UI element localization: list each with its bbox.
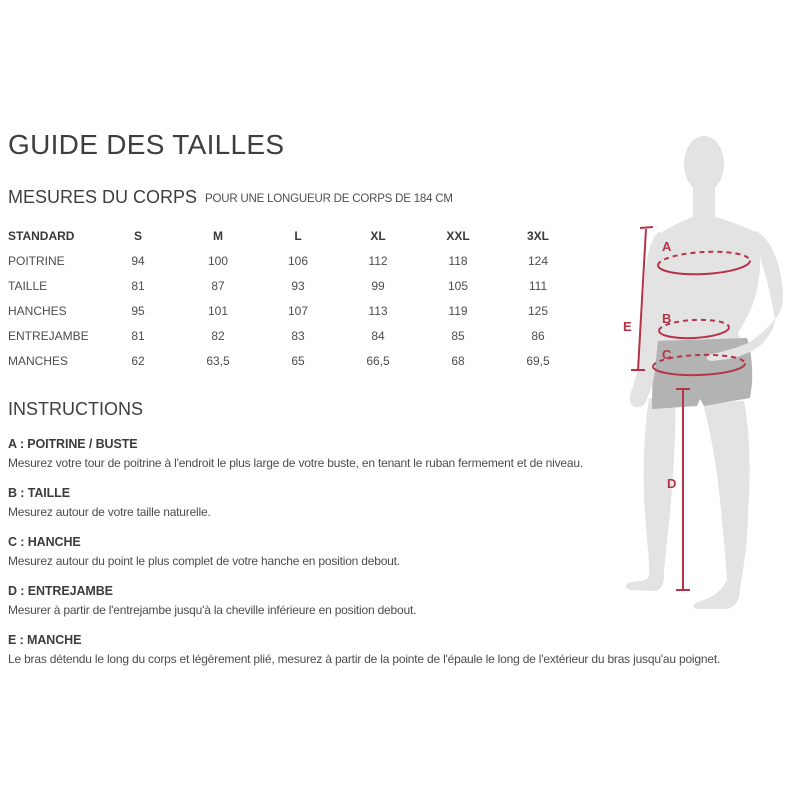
instruction-title: A : POITRINE / BUSTE <box>8 437 138 451</box>
label-a: A <box>662 239 672 254</box>
cell-value: 118 <box>448 253 468 268</box>
cell-value: 95 <box>131 303 145 318</box>
label-e: E <box>623 319 632 334</box>
instruction-text: Mesurer à partir de l'entrejambe jusqu'à la cheville inférieure en position debout. <box>8 603 417 617</box>
cell-value: 63,5 <box>206 353 230 368</box>
size-table-header <box>8 223 578 248</box>
cell-value: 111 <box>528 278 548 293</box>
cell-value: 82 <box>211 328 225 343</box>
row-label: MANCHES <box>8 353 69 368</box>
cell-value: 119 <box>448 303 468 318</box>
cell-value: 93 <box>291 278 305 293</box>
table-header-row <box>8 223 578 248</box>
cell-value: 66,5 <box>366 353 390 368</box>
instruction-text: Mesurez votre tour de poitrine à l'endroit le plus large de votre buste, en tenant le ruban fermement et de niveau. <box>8 456 583 470</box>
cell-value: 113 <box>368 303 388 318</box>
cell-value: 83 <box>291 328 305 343</box>
header-s: S <box>133 228 142 243</box>
size-table-body <box>8 248 578 373</box>
cell-value: 94 <box>131 253 145 268</box>
row-label: TAILLE <box>8 278 48 293</box>
cell-value: 85 <box>451 328 465 343</box>
cell-value: 81 <box>131 278 145 293</box>
cell-value: 81 <box>131 328 145 343</box>
header-m: M <box>213 228 223 243</box>
instruction-title: B : TAILLE <box>8 486 70 500</box>
instruction-text: Mesurez autour de votre taille naturelle. <box>8 505 211 519</box>
instruction-title: D : ENTREJAMBE <box>8 584 113 598</box>
sleeve-line-top-cap <box>640 227 653 228</box>
row-label: POITRINE <box>8 253 65 268</box>
cell-value: 112 <box>368 253 388 268</box>
male-silhouette-diagram <box>612 132 800 620</box>
right-leg-shape <box>694 401 750 609</box>
cell-value: 68 <box>451 353 465 368</box>
header-xxl: XXL <box>446 228 470 243</box>
instructions-heading: INSTRUCTIONS <box>8 399 143 419</box>
cell-value: 124 <box>527 253 549 268</box>
table-row <box>8 248 578 273</box>
left-leg-shape <box>626 398 675 591</box>
cell-value: 107 <box>287 303 309 318</box>
row-label: HANCHES <box>8 303 67 318</box>
instruction-text: Le bras détendu le long du corps et légèrement plié, mesurez à partir de la pointe de l'épaule le long de l'extérieur du bras jusqu'au poignet. <box>8 652 721 666</box>
size-table <box>8 223 578 373</box>
cell-value: 125 <box>527 303 549 318</box>
body-measures-heading: MESURES DU CORPS <box>8 187 198 207</box>
cell-value: 84 <box>371 328 385 343</box>
instruction-title: C : HANCHE <box>8 535 81 549</box>
table-row <box>8 273 578 298</box>
header-xl: XL <box>370 228 386 243</box>
cell-value: 65 <box>291 353 305 368</box>
instruction-title: E : MANCHE <box>8 633 82 647</box>
header-standard: STANDARD <box>8 228 75 243</box>
cell-value: 101 <box>207 303 229 318</box>
label-d: D <box>667 476 677 491</box>
instruction-text: Mesurez autour du point le plus complet de votre hanche en position debout. <box>8 554 400 568</box>
label-c: C <box>662 347 672 362</box>
head-shape <box>684 136 724 192</box>
cell-value: 106 <box>287 253 309 268</box>
cell-value: 87 <box>211 278 225 293</box>
header-l: L <box>294 228 302 243</box>
page-title: GUIDE DES TAILLES <box>8 129 285 160</box>
row-label: ENTREJAMBE <box>8 328 89 343</box>
label-b: B <box>662 311 672 326</box>
table-row <box>8 323 578 348</box>
cell-value: 100 <box>207 253 229 268</box>
body-length-note: POUR UNE LONGUEUR DE CORPS DE 184 CM <box>205 193 453 205</box>
body-measurement-figure <box>612 132 800 620</box>
table-row <box>8 298 578 323</box>
instruction-item-e <box>8 632 798 667</box>
cell-value: 62 <box>131 353 145 368</box>
inseam-measure-line <box>676 389 690 590</box>
cell-value: 69,5 <box>526 353 550 368</box>
table-row <box>8 348 578 373</box>
cell-value: 86 <box>531 328 545 343</box>
cell-value: 99 <box>371 278 385 293</box>
header-3xl: 3XL <box>526 228 549 243</box>
cell-value: 105 <box>447 278 469 293</box>
